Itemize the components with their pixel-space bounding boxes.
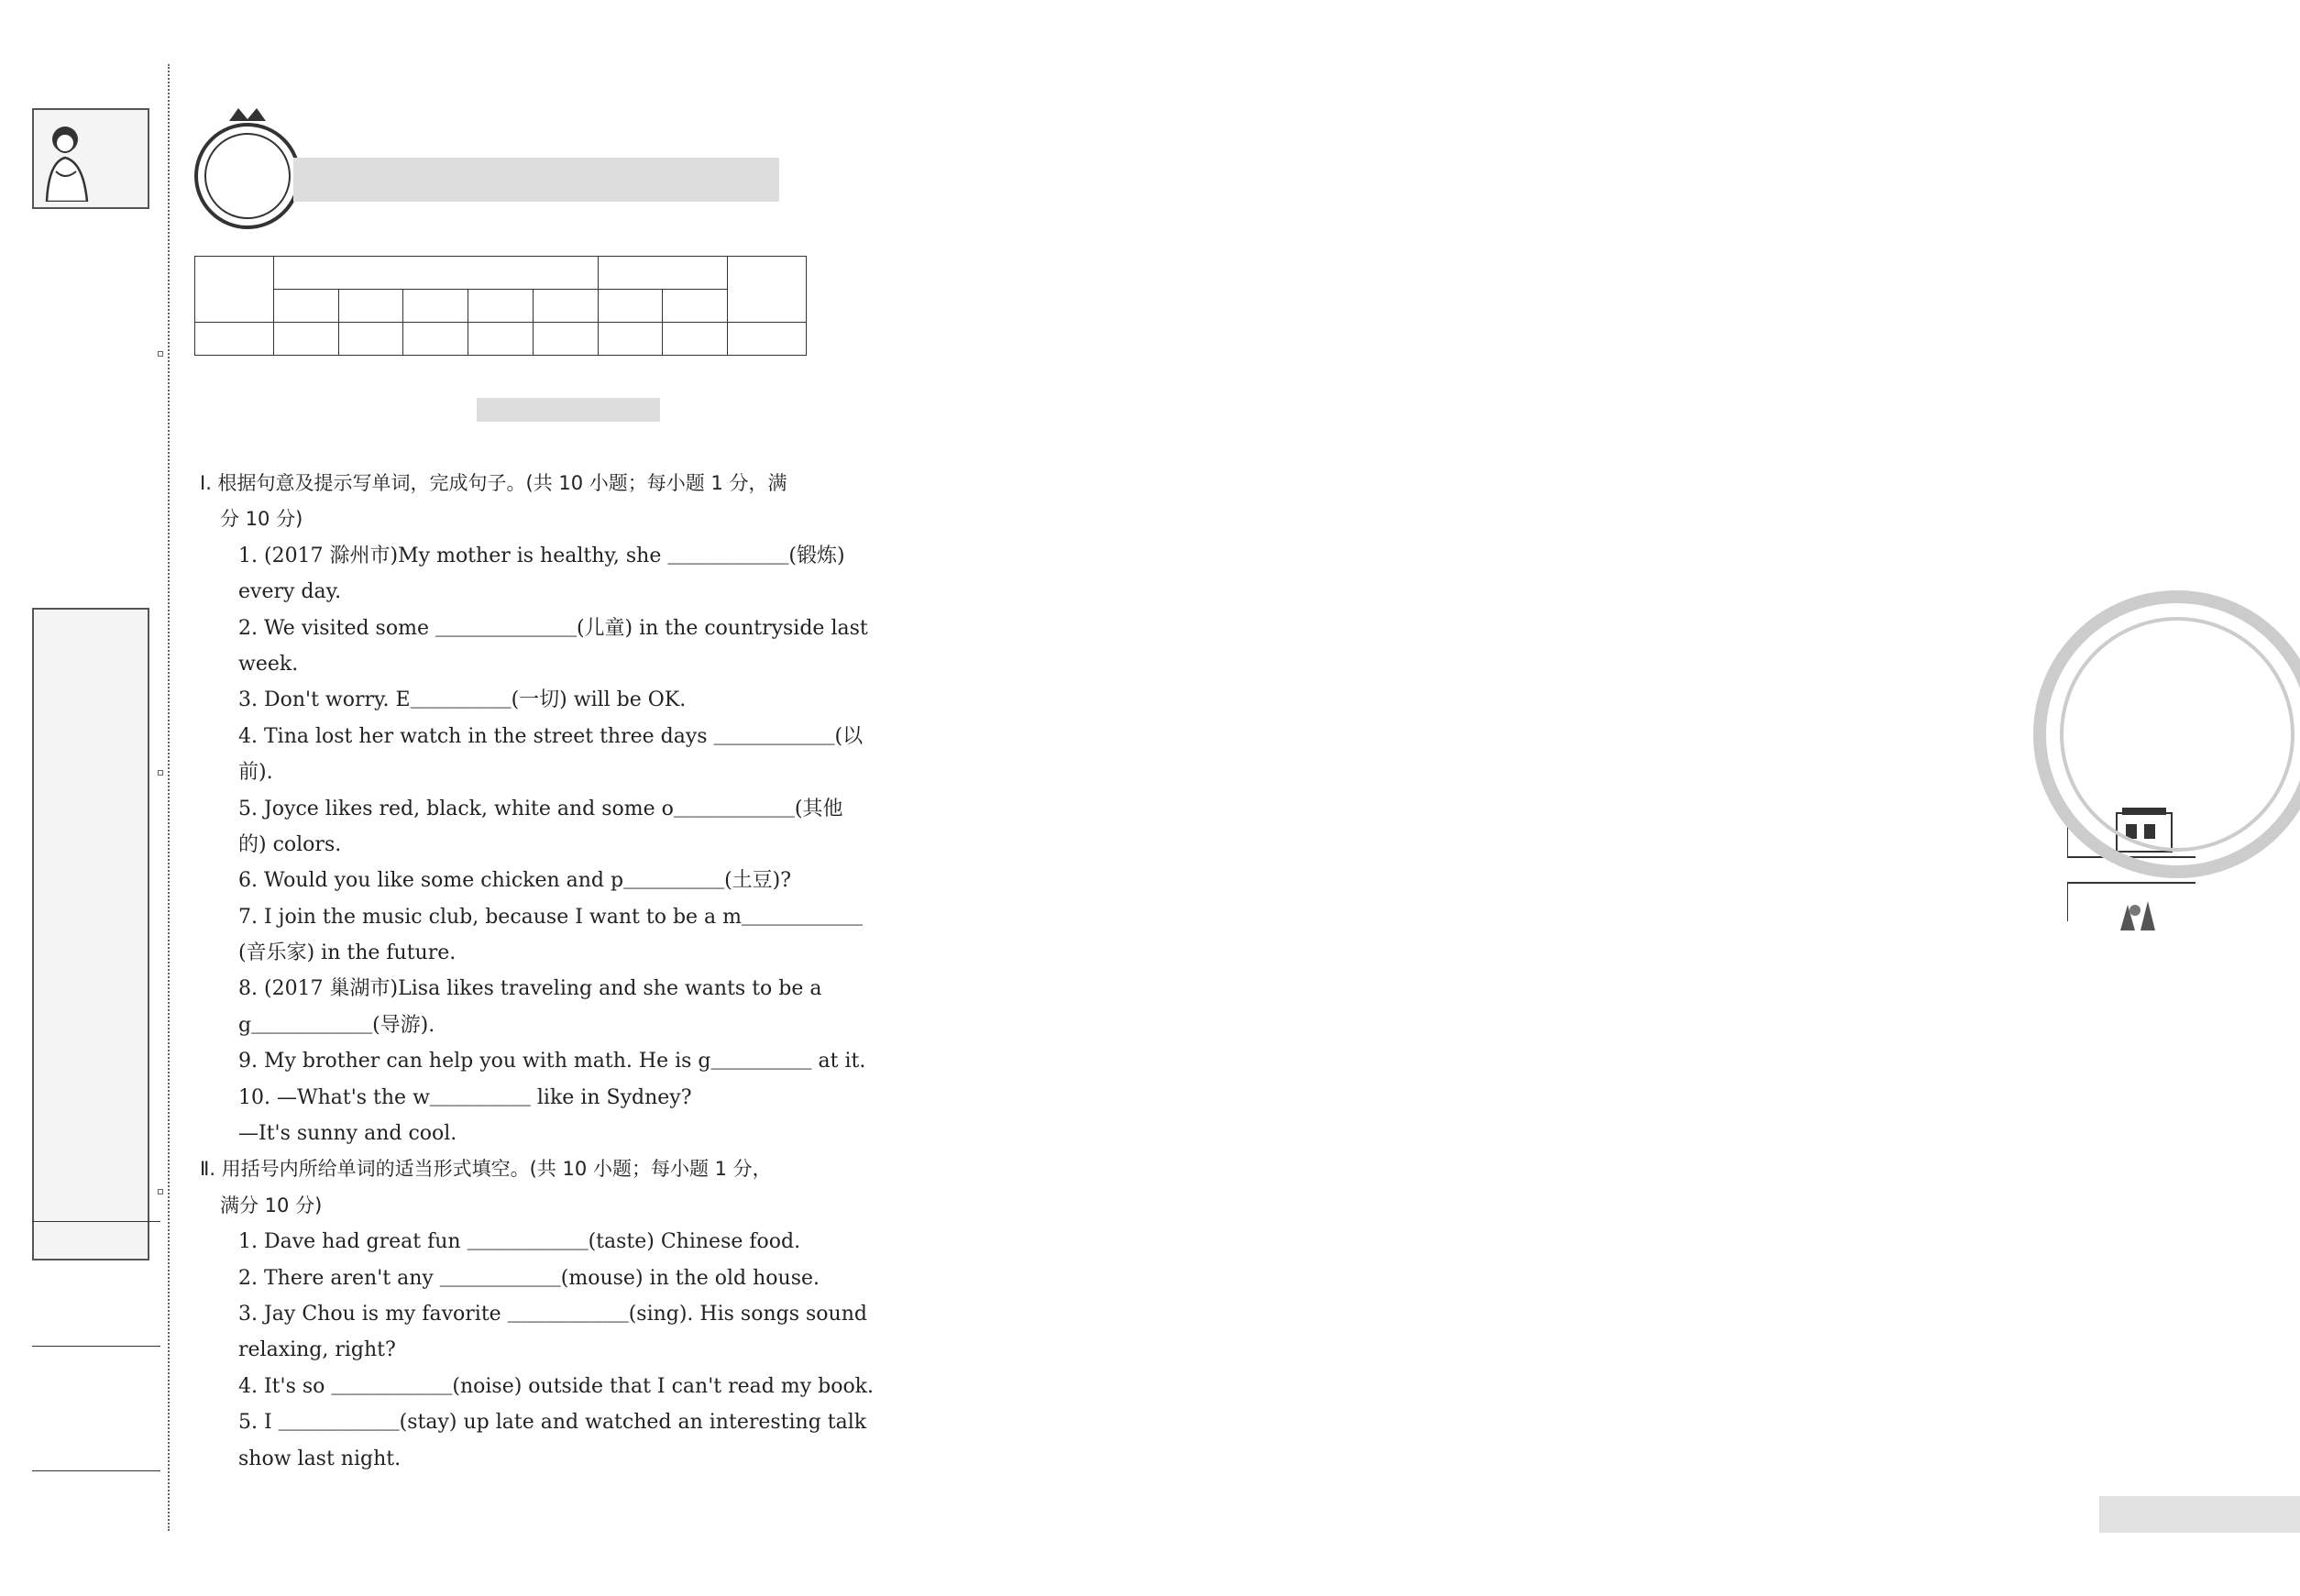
- watermark-stamp: [2026, 583, 2300, 886]
- sidebar-top-panel: [32, 108, 149, 209]
- question-line: 6. Would you like some chicken and p＿＿＿＿＿(土豆)?: [238, 869, 792, 893]
- question-continuation: relaxing, right?: [238, 1338, 396, 1362]
- binding-line: [168, 64, 170, 1531]
- section-heading: Ⅱ. 用括号内所给单词的适当形式填空。(共 10 小题；每小题 1 分，: [200, 1158, 772, 1181]
- question-continuation: 的) colors.: [238, 832, 342, 856]
- footer-tag-band: [2099, 1496, 2300, 1533]
- question-line: 8. (2017 巢湖市)Lisa likes traveling and she wants to be a: [238, 977, 822, 1001]
- question-continuation: every day.: [238, 580, 342, 604]
- question-line: 3. Don't worry. E＿＿＿＿＿(一切) will be OK.: [238, 688, 687, 712]
- question-continuation: g＿＿＿＿＿＿(导游).: [238, 1013, 435, 1037]
- score-col: [338, 290, 403, 323]
- name-line: [32, 1221, 160, 1222]
- score-cell[interactable]: [338, 323, 403, 356]
- section-heading: 分 10 分): [220, 508, 303, 531]
- question-line: 2. We visited some ＿＿＿＿＿＿＿(儿童) in the countryside last: [238, 616, 868, 640]
- sidebar-note-panel: [32, 608, 149, 1260]
- question-continuation: (音乐家) in the future.: [238, 941, 457, 965]
- name-field[interactable]: [32, 1221, 160, 1316]
- column-1: [200, 466, 875, 1477]
- score-cell[interactable]: [468, 323, 534, 356]
- question-line: 9. My brother can help you with math. He is g＿＿＿＿＿ at it.: [238, 1050, 866, 1073]
- question-continuation: week.: [238, 652, 299, 676]
- score-col: [533, 290, 598, 323]
- question-line: 5. I ＿＿＿＿＿＿(stay) up late and watched an interesting talk: [238, 1411, 867, 1435]
- question-line: 5. Joyce likes red, black, white and some o＿＿＿＿＿＿(其他: [238, 797, 843, 820]
- school-line: [32, 1470, 160, 1471]
- score-table-header-no: [195, 257, 274, 323]
- score-row-label: [195, 323, 274, 356]
- class-field[interactable]: [32, 1346, 160, 1441]
- question-line: 3. Jay Chou is my favorite ＿＿＿＿＿＿(sing). His songs sound: [238, 1302, 867, 1326]
- binding-mark-ding: [158, 770, 163, 776]
- confucius-figure: [39, 121, 94, 202]
- score-col: [403, 290, 468, 323]
- section-heading: 满分 10 分): [220, 1194, 323, 1216]
- score-table: [194, 256, 807, 356]
- question-line: 4. It's so ＿＿＿＿＿＿(noise) outside that I can't read my book.: [238, 1374, 875, 1398]
- question-line: 1. Dave had great fun ＿＿＿＿＿＿(taste) Chinese food.: [238, 1230, 801, 1254]
- binding-mark-zhuang: [158, 351, 163, 357]
- score-cell[interactable]: [274, 323, 339, 356]
- question-continuation: show last night.: [238, 1447, 402, 1470]
- score-col: [468, 290, 534, 323]
- section-heading: Ⅰ. 根据句意及提示写单词，完成句子。(共 10 小题；每小题 1 分，满: [200, 472, 787, 494]
- score-col: [274, 290, 339, 323]
- question-line: 1. (2017 滁州市)My mother is healthy, she ＿＿＿＿＿＿(锻炼): [238, 544, 845, 567]
- score-cell[interactable]: [728, 323, 807, 356]
- sidebar-quote: [43, 216, 144, 601]
- score-col: [598, 290, 663, 323]
- class-line: [32, 1346, 160, 1347]
- score-table-header-basic: [274, 257, 599, 290]
- question-line: 2. There aren't any ＿＿＿＿＿＿(mouse) in the old house.: [238, 1266, 820, 1290]
- section-banner: [358, 392, 660, 427]
- header-band: [293, 158, 779, 202]
- logo: [193, 101, 303, 238]
- school-field[interactable]: [32, 1470, 160, 1566]
- score-table-header-total: [728, 257, 807, 323]
- score-table-header-advanced: [598, 257, 727, 290]
- question-line: 4. Tina lost her watch in the street three days ＿＿＿＿＿＿(以: [238, 724, 864, 748]
- score-cell[interactable]: [663, 323, 728, 356]
- question-continuation: —It's sunny and cool.: [238, 1122, 457, 1146]
- question-line: 7. I join the music club, because I want to be a m＿＿＿＿＿＿: [238, 905, 864, 929]
- score-cell[interactable]: [403, 323, 468, 356]
- question-line: 10. —What's the w＿＿＿＿＿ like in Sydney?: [238, 1085, 692, 1109]
- score-col: [663, 290, 728, 323]
- score-cell[interactable]: [533, 323, 598, 356]
- score-cell[interactable]: [598, 323, 663, 356]
- student-fields: [32, 1192, 160, 1566]
- question-continuation: 前).: [238, 761, 273, 785]
- sidebar: [32, 108, 149, 1162]
